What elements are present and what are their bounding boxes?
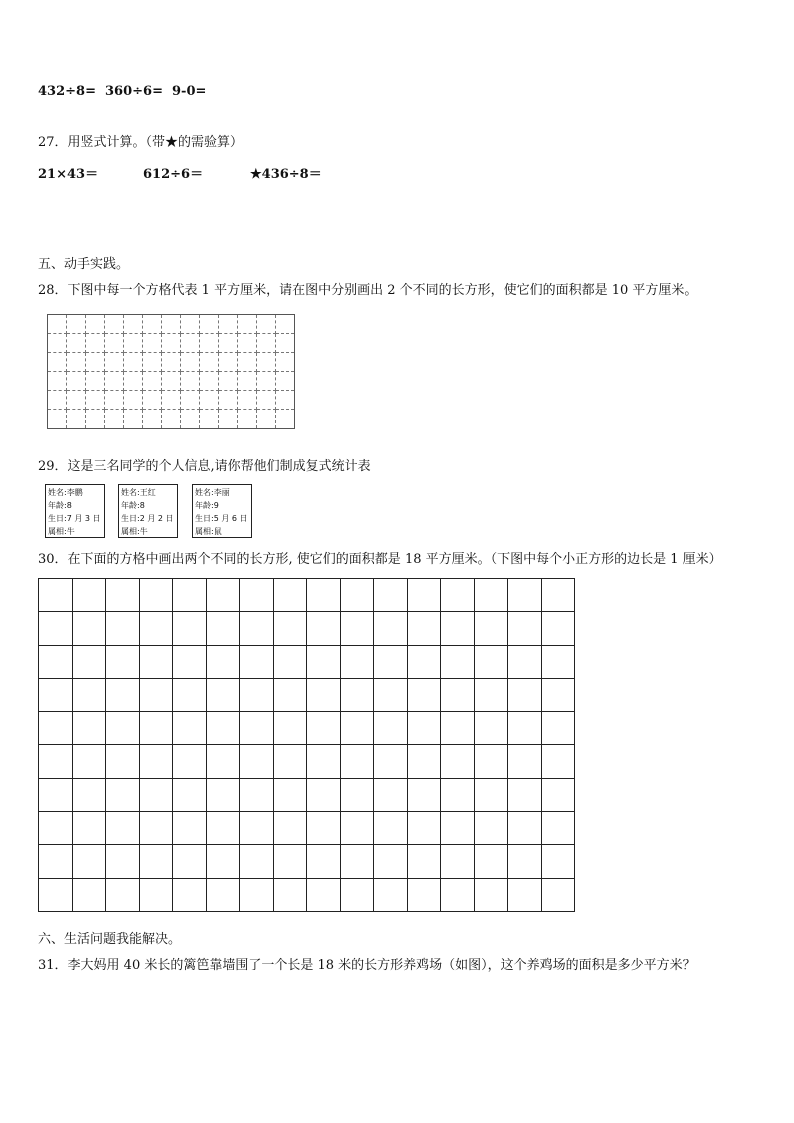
grid-cell[interactable] [143,391,162,410]
grid-cell[interactable] [474,712,508,745]
grid-cell[interactable] [407,845,441,878]
grid-cell[interactable] [276,353,295,372]
grid-cell[interactable] [72,579,106,612]
grid-cell[interactable] [541,612,575,645]
grid-cell[interactable] [374,579,408,612]
grid-cell[interactable] [508,812,542,845]
student-birthday: 生日:5 月 6 日 [195,514,248,523]
grid-cell[interactable] [238,391,257,410]
grid-cell[interactable] [273,645,307,678]
grid-cell[interactable] [206,812,240,845]
grid-cell[interactable] [508,645,542,678]
grid-cell[interactable] [162,372,181,391]
grid-cell[interactable] [474,745,508,778]
grid-cell[interactable] [508,612,542,645]
grid-cell[interactable] [407,712,441,745]
grid-cell[interactable] [273,745,307,778]
grid-cell[interactable] [240,712,274,745]
grid-cell[interactable] [173,812,207,845]
grid-cell[interactable] [173,845,207,878]
grid-cell[interactable] [219,334,238,353]
grid-cell[interactable] [206,579,240,612]
grid-cell[interactable] [257,334,276,353]
grid-cell[interactable] [39,612,73,645]
q27-expr-2: 612÷6＝ [143,167,204,182]
grid-cell[interactable] [162,334,181,353]
grid-cell[interactable] [106,712,140,745]
grid-cell[interactable] [257,391,276,410]
grid-cell[interactable] [206,678,240,711]
grid-cell[interactable] [219,372,238,391]
section-5-title: 五、动手实践。 [38,257,130,272]
grid-cell[interactable] [105,353,124,372]
grid-cell[interactable] [200,334,219,353]
grid-cell[interactable] [173,745,207,778]
grid-cell[interactable] [181,315,200,334]
grid-cell[interactable] [240,745,274,778]
grid-cell[interactable] [407,878,441,911]
grid-cell[interactable] [474,812,508,845]
grid-cell[interactable] [67,372,86,391]
grid-cell[interactable] [340,878,374,911]
grid-cell[interactable] [105,334,124,353]
grid-cell[interactable] [340,812,374,845]
grid-cell[interactable] [273,678,307,711]
grid-cell[interactable] [541,812,575,845]
grid-cell[interactable] [474,645,508,678]
grid-cell[interactable] [307,878,341,911]
grid-cell[interactable] [508,845,542,878]
student-zodiac: 属相:牛 [121,527,148,536]
grid-cell[interactable] [340,778,374,811]
grid-cell[interactable] [374,712,408,745]
grid-cell[interactable] [139,712,173,745]
grid-cell[interactable] [173,645,207,678]
grid-cell[interactable] [206,878,240,911]
grid-cell[interactable] [441,778,475,811]
grid-cell[interactable] [72,812,106,845]
grid-cell[interactable] [206,612,240,645]
grid-cell[interactable] [139,878,173,911]
student-card-1 [45,484,105,538]
grid-cell[interactable] [240,878,274,911]
grid-cell[interactable] [508,745,542,778]
grid-cell[interactable] [48,372,67,391]
grid-cell[interactable] [340,579,374,612]
q28-dashed-grid[interactable] [47,314,295,429]
grid-cell[interactable] [200,391,219,410]
grid-cell[interactable] [276,391,295,410]
grid-cell[interactable] [441,645,475,678]
grid-cell[interactable] [86,315,105,334]
grid-cell[interactable] [86,372,105,391]
student-age: 年龄:8 [48,501,72,510]
grid-cell[interactable] [474,778,508,811]
grid-cell[interactable] [48,334,67,353]
grid-cell[interactable] [162,315,181,334]
grid-cell[interactable] [276,410,295,429]
grid-cell[interactable] [508,678,542,711]
grid-cell[interactable] [374,878,408,911]
grid-cell[interactable] [257,410,276,429]
grid-cell[interactable] [124,372,143,391]
grid-cell[interactable] [72,612,106,645]
grid-cell[interactable] [541,878,575,911]
grid-cell[interactable] [72,845,106,878]
grid-cell[interactable] [407,778,441,811]
grid-cell[interactable] [67,410,86,429]
grid-cell[interactable] [541,579,575,612]
grid-cell[interactable] [276,334,295,353]
grid-cell[interactable] [238,353,257,372]
student-age: 年龄:9 [195,501,219,510]
grid-cell[interactable] [173,612,207,645]
grid-cell[interactable] [240,812,274,845]
grid-cell[interactable] [374,678,408,711]
grid-cell[interactable] [39,712,73,745]
grid-cell[interactable] [39,878,73,911]
student-name: 姓名:李鹏 [48,488,83,497]
grid-cell[interactable] [276,372,295,391]
student-zodiac: 属相:牛 [48,527,75,536]
grid-cell[interactable] [374,778,408,811]
grid-cell[interactable] [143,372,162,391]
grid-cell[interactable] [86,410,105,429]
grid-cell[interactable] [86,353,105,372]
grid-cell[interactable] [257,353,276,372]
grid-cell[interactable] [105,315,124,334]
grid-cell[interactable] [143,315,162,334]
grid-cell[interactable] [541,745,575,778]
grid-cell[interactable] [105,391,124,410]
grid-cell[interactable] [240,645,274,678]
grid-cell[interactable] [139,845,173,878]
grid-cell[interactable] [307,579,341,612]
grid-cell[interactable] [39,645,73,678]
grid-cell[interactable] [441,579,475,612]
grid-cell[interactable] [106,612,140,645]
grid-cell[interactable] [124,315,143,334]
grid-cell[interactable] [407,812,441,845]
grid-cell[interactable] [106,812,140,845]
grid-cell[interactable] [340,845,374,878]
grid-cell[interactable] [206,845,240,878]
q27-expressions [38,167,358,183]
grid-cell[interactable] [407,645,441,678]
grid-cell[interactable] [340,712,374,745]
grid-cell[interactable] [240,678,274,711]
grid-cell[interactable] [143,353,162,372]
grid-cell[interactable] [173,579,207,612]
grid-cell[interactable] [219,315,238,334]
grid-cell[interactable] [541,845,575,878]
grid-cell[interactable] [48,315,67,334]
grid-cell[interactable] [219,391,238,410]
grid-cell[interactable] [441,878,475,911]
grid-cell[interactable] [67,315,86,334]
grid-cell[interactable] [139,745,173,778]
grid-cell[interactable] [124,391,143,410]
grid-cell[interactable] [181,391,200,410]
grid-cell[interactable] [39,778,73,811]
grid-cell[interactable] [173,678,207,711]
grid-cell[interactable] [124,410,143,429]
q27-expr-3: ★436÷8＝ [250,167,322,182]
grid-cell[interactable] [72,878,106,911]
student-birthday: 生日:2 月 2 日 [121,514,174,523]
q30-title: 30．在下面的方格中画出两个不同的长方形, 使它们的面积都是 18 平方厘米。（下图中每个小正方形的边长是 1 厘米） [38,552,722,567]
grid-cell[interactable] [307,645,341,678]
grid-cell[interactable] [105,410,124,429]
q29-title: 29．这是三名同学的个人信息,请你帮他们制成复式统计表 [38,459,371,474]
grid-cell[interactable] [240,579,274,612]
grid-cell[interactable] [441,845,475,878]
grid-cell[interactable] [181,410,200,429]
grid-cell[interactable] [474,878,508,911]
grid-cell[interactable] [474,579,508,612]
grid-cell[interactable] [276,315,295,334]
grid-cell[interactable] [508,712,542,745]
grid-cell[interactable] [48,353,67,372]
grid-cell[interactable] [139,678,173,711]
grid-cell[interactable] [200,372,219,391]
grid-cell[interactable] [441,712,475,745]
grid-table [47,314,295,429]
grid-cell[interactable] [200,410,219,429]
grid-cell[interactable] [139,612,173,645]
grid-cell[interactable] [441,745,475,778]
grid-cell[interactable] [508,878,542,911]
grid-cell[interactable] [340,745,374,778]
grid-cell[interactable] [340,612,374,645]
grid-cell[interactable] [407,612,441,645]
grid-cell[interactable] [541,678,575,711]
grid-cell[interactable] [240,778,274,811]
grid-cell[interactable] [181,372,200,391]
grid-cell[interactable] [39,845,73,878]
grid-cell[interactable] [374,745,408,778]
grid-cell[interactable] [474,612,508,645]
q30-square-grid[interactable] [38,578,575,912]
grid-cell[interactable] [340,678,374,711]
grid-cell[interactable] [238,315,257,334]
grid-cell[interactable] [273,579,307,612]
grid-cell[interactable] [72,778,106,811]
section-6-title: 六、生活问题我能解决。 [38,932,182,947]
grid-cell[interactable] [441,612,475,645]
grid-cell[interactable] [48,391,67,410]
grid-cell[interactable] [106,645,140,678]
grid-cell[interactable] [257,315,276,334]
grid-cell[interactable] [72,645,106,678]
grid-cell[interactable] [541,778,575,811]
grid-cell[interactable] [67,334,86,353]
grid-cell[interactable] [173,778,207,811]
grid-cell[interactable] [307,778,341,811]
grid-cell[interactable] [48,410,67,429]
grid-cell[interactable] [307,745,341,778]
grid-cell[interactable] [106,579,140,612]
grid-cell[interactable] [541,712,575,745]
grid-cell[interactable] [143,410,162,429]
grid-cell[interactable] [407,745,441,778]
grid-cell[interactable] [441,812,475,845]
grid-cell[interactable] [307,812,341,845]
q26-expr-2: 360÷6= [105,84,163,99]
student-zodiac: 属相:鼠 [195,527,222,536]
grid-cell[interactable] [67,353,86,372]
q26-expr-1: 432÷8= [38,84,96,99]
grid-cell[interactable] [407,579,441,612]
grid-cell[interactable] [206,745,240,778]
grid-cell[interactable] [273,612,307,645]
grid-cell[interactable] [273,845,307,878]
grid-cell[interactable] [307,845,341,878]
q31-title: 31．李大妈用 40 米长的篱笆靠墙围了一个长是 18 米的长方形养鸡场（如图），这个养鸡场的面积是多少平方米？ [38,958,696,973]
student-age: 年龄:8 [121,501,145,510]
student-name: 姓名:王红 [121,488,156,497]
grid-cell[interactable] [238,372,257,391]
grid-cell[interactable] [181,353,200,372]
grid-cell[interactable] [508,579,542,612]
grid-cell[interactable] [39,678,73,711]
grid-cell[interactable] [240,612,274,645]
grid-cell[interactable] [273,878,307,911]
grid-cell[interactable] [474,845,508,878]
q26-expressions [38,84,338,100]
grid-cell[interactable] [162,391,181,410]
grid-cell[interactable] [219,353,238,372]
q27-title: 27．用竖式计算。（带★的需验算） [38,135,244,150]
grid-cell[interactable] [124,334,143,353]
grid-cell[interactable] [273,778,307,811]
grid-cell[interactable] [273,812,307,845]
grid-cell[interactable] [124,353,143,372]
grid-cell[interactable] [200,353,219,372]
grid-cell[interactable] [72,678,106,711]
grid-cell[interactable] [67,391,86,410]
grid-cell[interactable] [139,812,173,845]
grid-cell[interactable] [219,410,238,429]
grid-cell[interactable] [106,845,140,878]
q28-title: 28．下图中每一个方格代表 1 平方厘米，请在图中分别画出 2 个不同的长方形，使它们的面积都是 10 平方厘米。 [38,283,698,298]
grid-cell[interactable] [441,678,475,711]
grid-cell[interactable] [307,612,341,645]
grid-cell[interactable] [106,678,140,711]
grid-cell[interactable] [105,372,124,391]
grid-cell[interactable] [257,372,276,391]
q26-expr-3: 9-0= [172,84,207,99]
grid-cell[interactable] [307,678,341,711]
q27-expr-1: 21×43＝ [38,167,99,182]
grid-cell[interactable] [162,353,181,372]
grid-cell[interactable] [407,678,441,711]
grid-cell[interactable] [139,579,173,612]
student-birthday: 生日:7 月 3 日 [48,514,101,523]
grid-cell[interactable] [374,645,408,678]
grid-cell[interactable] [474,678,508,711]
grid-cell[interactable] [273,712,307,745]
grid-cell[interactable] [39,579,73,612]
grid-cell[interactable] [508,778,542,811]
grid-cell[interactable] [106,745,140,778]
grid-cell[interactable] [541,645,575,678]
grid-cell[interactable] [206,712,240,745]
grid-cell[interactable] [340,645,374,678]
grid-cell[interactable] [238,334,257,353]
student-card-3 [192,484,252,538]
grid-cell[interactable] [206,778,240,811]
grid-cell[interactable] [86,334,105,353]
grid-table [38,578,575,912]
grid-cell[interactable] [143,334,162,353]
grid-cell[interactable] [139,645,173,678]
student-name: 姓名:李丽 [195,488,230,497]
grid-cell[interactable] [181,334,200,353]
grid-cell[interactable] [374,612,408,645]
grid-cell[interactable] [206,645,240,678]
grid-cell[interactable] [307,712,341,745]
student-card-2 [118,484,178,538]
grid-cell[interactable] [240,845,274,878]
grid-cell[interactable] [72,745,106,778]
grid-cell[interactable] [139,778,173,811]
grid-cell[interactable] [39,745,73,778]
grid-cell[interactable] [106,778,140,811]
grid-cell[interactable] [72,712,106,745]
grid-cell[interactable] [173,712,207,745]
grid-cell[interactable] [86,391,105,410]
grid-cell[interactable] [374,845,408,878]
grid-cell[interactable] [374,812,408,845]
grid-cell[interactable] [200,315,219,334]
grid-cell[interactable] [238,410,257,429]
grid-cell[interactable] [173,878,207,911]
grid-cell[interactable] [39,812,73,845]
grid-cell[interactable] [106,878,140,911]
grid-cell[interactable] [162,410,181,429]
